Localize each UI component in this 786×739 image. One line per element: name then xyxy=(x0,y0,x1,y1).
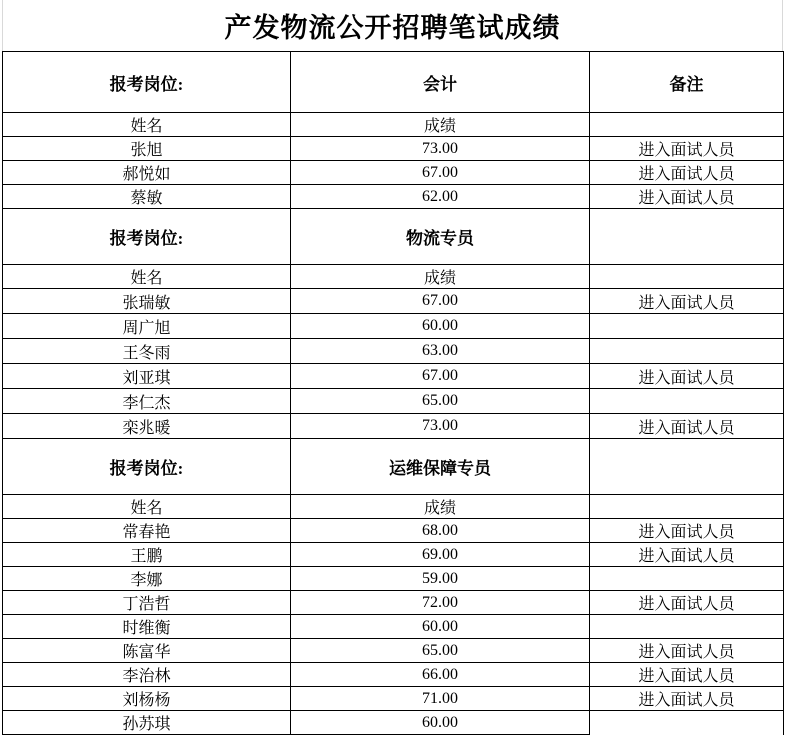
remark-header-cell: 备注 xyxy=(590,52,784,113)
candidate-row xyxy=(3,663,784,687)
candidate-name-cell: 郝悦如 xyxy=(3,161,291,185)
remark-cell xyxy=(590,389,784,414)
name-header-cell: 姓名 xyxy=(3,265,291,289)
position-label-cell: 报考岗位: xyxy=(3,52,291,113)
score-cell: 60.00 xyxy=(291,314,590,339)
remark-cell xyxy=(590,615,784,639)
position-value-cell: 会计 xyxy=(291,52,590,113)
candidate-row xyxy=(3,615,784,639)
remark-cell: 进入面试人员 xyxy=(590,687,784,711)
remark-cell: 进入面试人员 xyxy=(590,289,784,314)
candidate-row xyxy=(3,161,784,185)
position-label-cell: 报考岗位: xyxy=(3,209,291,265)
spreadsheet-area xyxy=(2,0,783,735)
empty-header-cell xyxy=(590,495,784,519)
candidate-name-cell: 李治林 xyxy=(3,663,291,687)
score-cell: 69.00 xyxy=(291,543,590,567)
candidate-row xyxy=(3,687,784,711)
candidate-row xyxy=(3,137,784,161)
remark-cell: 进入面试人员 xyxy=(590,414,784,439)
name-header-cell: 姓名 xyxy=(3,495,291,519)
score-cell: 67.00 xyxy=(291,161,590,185)
score-cell: 73.00 xyxy=(291,137,590,161)
candidate-row xyxy=(3,314,784,339)
title-row xyxy=(2,0,783,51)
remark-cell: 进入面试人员 xyxy=(590,137,784,161)
candidate-name-cell: 丁浩哲 xyxy=(3,591,291,615)
candidate-name-cell: 陈富华 xyxy=(3,639,291,663)
remark-cell xyxy=(590,339,784,364)
candidate-name-cell: 常春艳 xyxy=(3,519,291,543)
remark-cell: 进入面试人员 xyxy=(590,519,784,543)
score-cell: 60.00 xyxy=(291,615,590,639)
column-header-row xyxy=(3,495,784,519)
remark-cell: 进入面试人员 xyxy=(590,161,784,185)
page-title: 产发物流公开招聘笔试成绩 xyxy=(224,13,561,43)
remark-cell: 进入面试人员 xyxy=(590,639,784,663)
candidate-name-cell: 蔡敏 xyxy=(3,185,291,209)
position-value-cell: 物流专员 xyxy=(291,209,590,265)
candidate-row xyxy=(3,591,784,615)
candidate-name-cell: 王冬雨 xyxy=(3,339,291,364)
name-header-cell: 姓名 xyxy=(3,113,291,137)
score-cell: 60.00 xyxy=(291,711,590,735)
score-cell: 67.00 xyxy=(291,289,590,314)
empty-header-cell xyxy=(590,265,784,289)
score-cell: 72.00 xyxy=(291,591,590,615)
candidate-row xyxy=(3,519,784,543)
candidate-name-cell: 时维衡 xyxy=(3,615,291,639)
score-cell: 59.00 xyxy=(291,567,590,591)
candidate-row xyxy=(3,185,784,209)
candidate-row xyxy=(3,711,784,735)
remark-cell: 进入面试人员 xyxy=(590,543,784,567)
candidate-row xyxy=(3,364,784,389)
section-header-row xyxy=(3,52,784,113)
score-header-cell: 成绩 xyxy=(291,113,590,137)
candidate-row xyxy=(3,639,784,663)
empty-header-cell xyxy=(590,113,784,137)
remark-cell: 进入面试人员 xyxy=(590,364,784,389)
score-cell: 67.00 xyxy=(291,364,590,389)
score-cell: 66.00 xyxy=(291,663,590,687)
score-cell: 68.00 xyxy=(291,519,590,543)
score-header-cell: 成绩 xyxy=(291,495,590,519)
candidate-row xyxy=(3,414,784,439)
candidate-row xyxy=(3,567,784,591)
score-cell: 71.00 xyxy=(291,687,590,711)
remark-cell: 进入面试人员 xyxy=(590,185,784,209)
score-cell: 73.00 xyxy=(291,414,590,439)
remark-cell xyxy=(590,567,784,591)
remark-header-cell xyxy=(590,439,784,495)
remark-cell xyxy=(590,711,784,735)
candidate-row xyxy=(3,339,784,364)
remark-header-cell xyxy=(590,209,784,265)
score-cell: 63.00 xyxy=(291,339,590,364)
candidate-name-cell: 李仁杰 xyxy=(3,389,291,414)
remark-cell: 进入面试人员 xyxy=(590,663,784,687)
candidate-row xyxy=(3,543,784,567)
score-cell: 65.00 xyxy=(291,389,590,414)
score-cell: 62.00 xyxy=(291,185,590,209)
remark-cell: 进入面试人员 xyxy=(590,591,784,615)
column-header-row xyxy=(3,113,784,137)
score-cell: 65.00 xyxy=(291,639,590,663)
score-header-cell: 成绩 xyxy=(291,265,590,289)
candidate-name-cell: 周广旭 xyxy=(3,314,291,339)
score-table xyxy=(2,51,784,735)
section-header-row xyxy=(3,209,784,265)
candidate-row xyxy=(3,289,784,314)
score-table-body xyxy=(3,52,784,735)
candidate-name-cell: 刘杨杨 xyxy=(3,687,291,711)
remark-cell xyxy=(590,314,784,339)
section-header-row xyxy=(3,439,784,495)
column-header-row xyxy=(3,265,784,289)
candidate-name-cell: 李娜 xyxy=(3,567,291,591)
candidate-row xyxy=(3,389,784,414)
position-label-cell: 报考岗位: xyxy=(3,439,291,495)
candidate-name-cell: 张瑞敏 xyxy=(3,289,291,314)
position-value-cell: 运维保障专员 xyxy=(291,439,590,495)
candidate-name-cell: 王鹏 xyxy=(3,543,291,567)
candidate-name-cell: 刘亚琪 xyxy=(3,364,291,389)
candidate-name-cell: 栾兆暖 xyxy=(3,414,291,439)
candidate-name-cell: 孙苏琪 xyxy=(3,711,291,735)
candidate-name-cell: 张旭 xyxy=(3,137,291,161)
